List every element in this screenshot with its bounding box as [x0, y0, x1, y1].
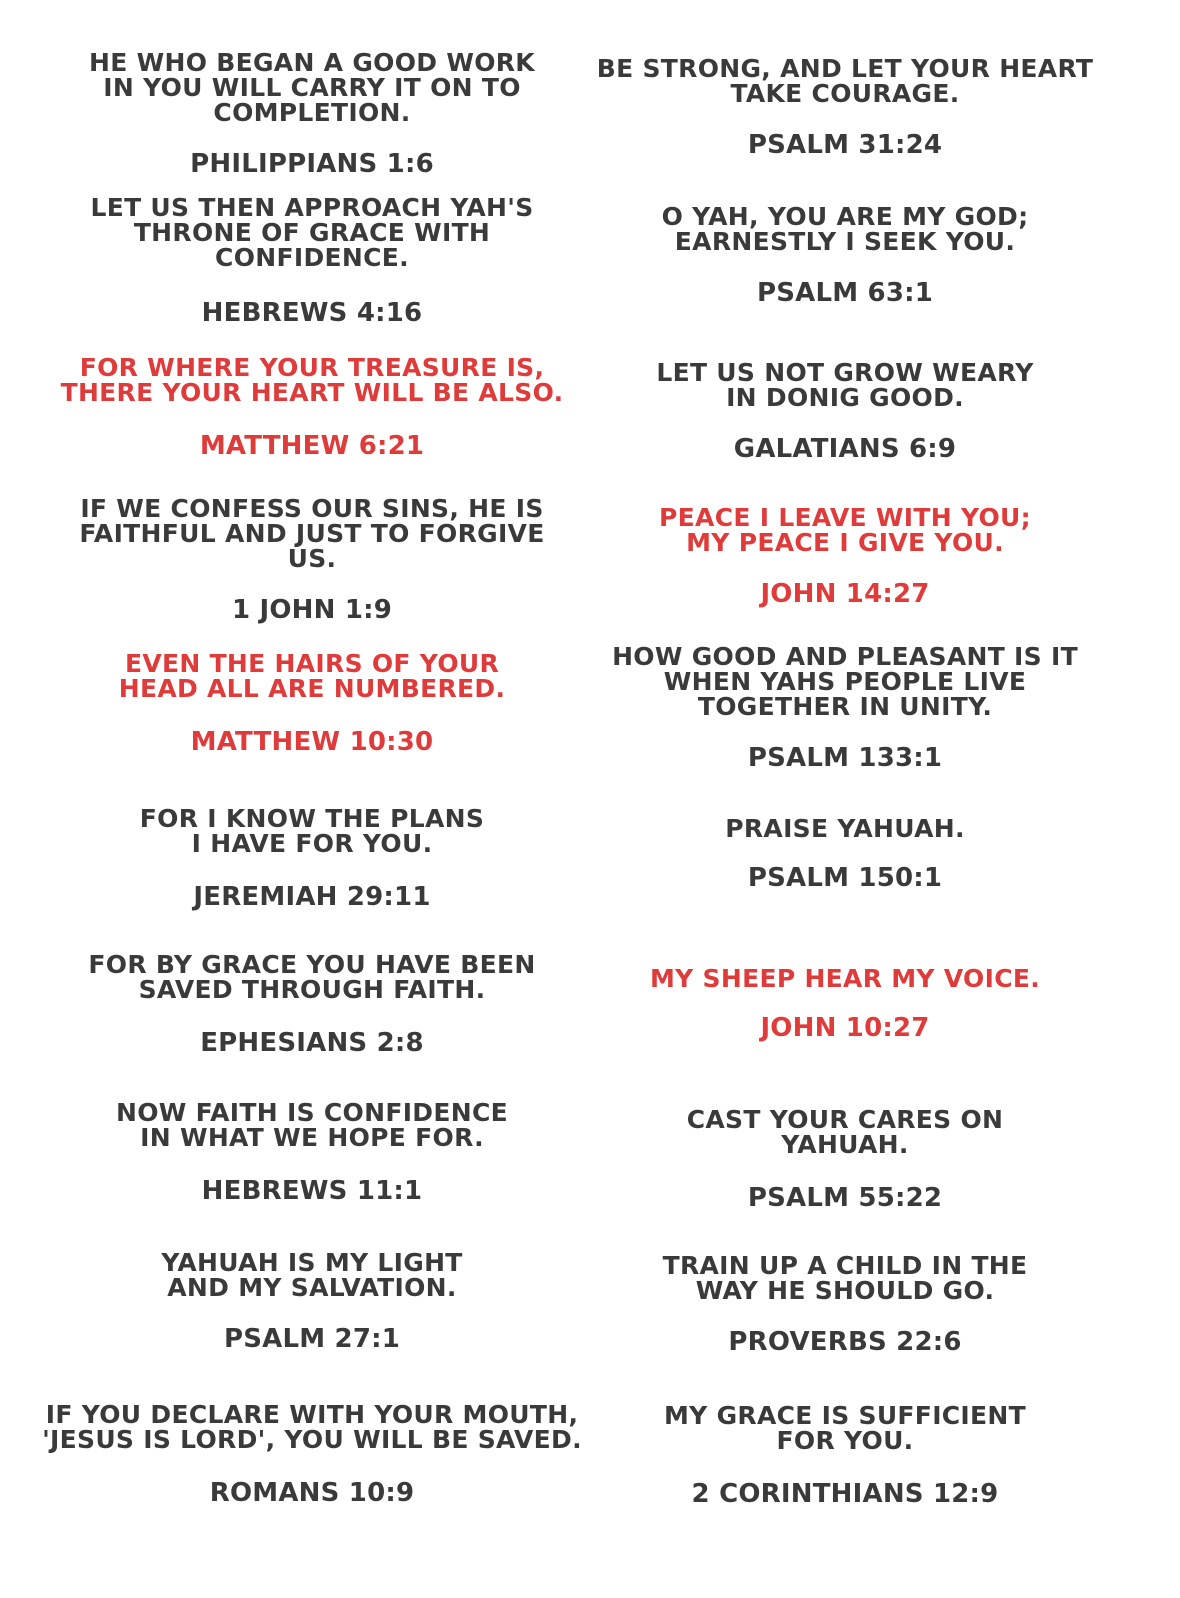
verse-reference: EPHESIANS 2:8 [200, 1028, 424, 1058]
verse-text: TRAIN UP A CHILD IN THE WAY HE SHOULD GO. [662, 1251, 1028, 1305]
verse-text: MY SHEEP HEAR MY VOICE. [649, 964, 1041, 993]
verse-block [585, 966, 1105, 1043]
verse-reference: PSALM 133:1 [747, 743, 943, 773]
verse-reference: 2 CORINTHIANS 12:9 [691, 1479, 999, 1509]
verse-reference: MATTHEW 10:30 [190, 727, 434, 757]
verse-block [32, 1402, 592, 1508]
verse-text: IF WE CONFESS OUR SINS, HE IS FAITHFUL AND JUST TO FORGIVE US. [79, 494, 545, 573]
verse-text: NOW FAITH IS CONFIDENCE IN WHAT WE HOPE FOR. [116, 1098, 508, 1152]
verse-text: BE STRONG, AND LET YOUR HEART TAKE COURAGE. [596, 54, 1094, 108]
verse-reference: ROMANS 10:9 [209, 1478, 415, 1508]
verse-text: HE WHO BEGAN A GOOD WORK IN YOU WILL CARRY IT ON TO COMPLETION. [89, 48, 535, 127]
verse-text: LET US THEN APPROACH YAH'S THRONE OF GRACE WITH CONFIDENCE. [90, 193, 534, 272]
verse-text: CAST YOUR CARES ON YAHUAH. [686, 1105, 1004, 1159]
verse-block [32, 651, 592, 757]
verse-text: IF YOU DECLARE WITH YOUR MOUTH, 'JESUS IS LORD', YOU WILL BE SAVED. [42, 1400, 582, 1454]
verse-reference: HEBREWS 11:1 [201, 1176, 423, 1206]
verse-block [32, 1250, 592, 1354]
verse-block [32, 806, 592, 912]
verse-text: FOR WHERE YOUR TREASURE IS, THERE YOUR HEART WILL BE ALSO. [60, 353, 564, 407]
verse-reference: PSALM 27:1 [223, 1324, 401, 1354]
verse-reference: PHILIPPIANS 1:6 [190, 149, 434, 179]
verse-block [32, 50, 592, 179]
verse-reference: MATTHEW 6:21 [199, 431, 425, 461]
verse-reference: JEREMIAH 29:11 [193, 882, 431, 912]
verse-reference: GALATIANS 6:9 [733, 434, 957, 464]
verse-block [585, 1253, 1105, 1357]
verse-text: YAHUAH IS MY LIGHT AND MY SALVATION. [161, 1248, 463, 1302]
verse-text: O YAH, YOU ARE MY GOD; EARNESTLY I SEEK YOU. [661, 202, 1029, 256]
verse-block [585, 1403, 1105, 1509]
verse-block [585, 505, 1105, 609]
verse-text: FOR BY GRACE YOU HAVE BEEN SAVED THROUGH FAITH. [88, 950, 536, 1004]
verse-reference: JOHN 10:27 [760, 1013, 930, 1043]
verse-reference: PROVERBS 22:6 [728, 1327, 962, 1357]
verse-block [585, 204, 1105, 308]
verse-block [32, 496, 592, 625]
verse-reference: 1 JOHN 1:9 [231, 595, 393, 625]
verse-reference: PSALM 150:1 [747, 863, 943, 893]
verse-reference: PSALM 63:1 [756, 278, 934, 308]
verse-text: MY GRACE IS SUFFICIENT FOR YOU. [663, 1401, 1026, 1455]
verse-text: PEACE I LEAVE WITH YOU; MY PEACE I GIVE YOU. [659, 503, 1031, 557]
verse-reference: PSALM 55:22 [747, 1183, 943, 1213]
verse-block [32, 1100, 592, 1206]
verse-reference: HEBREWS 4:16 [201, 298, 423, 328]
verse-block [32, 952, 592, 1058]
verse-block [32, 195, 592, 328]
verse-text: PRAISE YAHUAH. [725, 814, 965, 843]
verse-block [32, 355, 592, 461]
verse-text: FOR I KNOW THE PLANS I HAVE FOR YOU. [139, 804, 485, 858]
verse-reference: JOHN 14:27 [760, 579, 930, 609]
verse-text: EVEN THE HAIRS OF YOUR HEAD ALL ARE NUMBERED. [118, 649, 506, 703]
verse-block [585, 360, 1105, 464]
verse-block [585, 644, 1105, 773]
verse-block [585, 1107, 1105, 1213]
verse-reference: PSALM 31:24 [747, 130, 943, 160]
verse-block [585, 816, 1105, 893]
verse-text: LET US NOT GROW WEARY IN DONIG GOOD. [656, 358, 1034, 412]
verse-block [585, 56, 1105, 160]
verse-text: HOW GOOD AND PLEASANT IS IT WHEN YAHS PEOPLE LIVE TOGETHER IN UNITY. [612, 642, 1078, 721]
